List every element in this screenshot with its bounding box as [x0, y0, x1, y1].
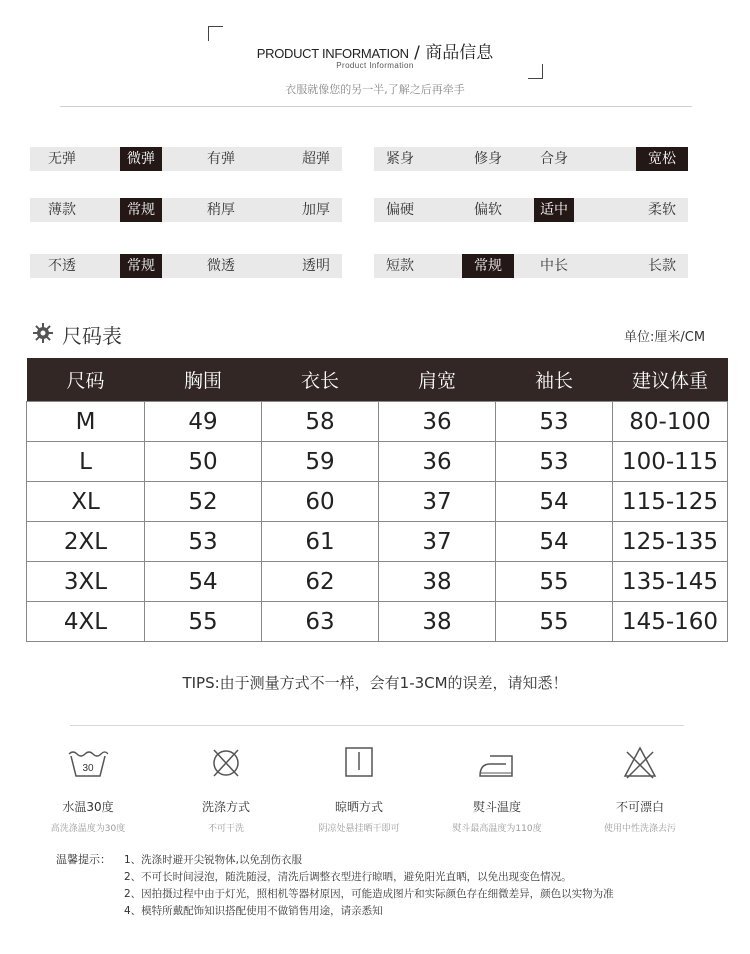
section-divider — [70, 725, 684, 726]
table-cell: 36 — [379, 402, 496, 442]
table-cell: 145-160 — [613, 602, 728, 642]
attribute-option: 加厚 — [302, 202, 330, 218]
attribute-option: 常规 — [120, 198, 162, 222]
table-cell: 61 — [262, 522, 379, 562]
column-header: 袖长 — [496, 358, 613, 402]
attribute-group-fit — [374, 147, 688, 171]
table-cell: M — [27, 402, 145, 442]
attribute-option: 常规 — [462, 254, 514, 278]
note-item: 2、不可长时间浸泡，随洗随浸，清洗后调整衣型进行晾晒，避免阳光直晒，以免出现变色情况。 — [124, 871, 572, 883]
attribute-option: 偏硬 — [386, 202, 414, 218]
care-label: 晾晒方式 — [334, 800, 383, 814]
table-cell: 3XL — [27, 562, 145, 602]
table-cell: 59 — [262, 442, 379, 482]
table-row — [27, 522, 728, 562]
attribute-option: 微弹 — [120, 147, 162, 171]
column-header: 衣长 — [262, 358, 379, 402]
table-cell: 62 — [262, 562, 379, 602]
care-sub: 使用中性洗涤去污 — [603, 824, 676, 834]
gear-icon — [33, 323, 53, 343]
care-item-iron — [422, 744, 572, 834]
page-slogan: 衣服就像您的另一半,了解之后再牵手 — [285, 83, 465, 96]
no-bleach-icon — [619, 744, 661, 782]
measurement-tips: TIPS:由于测量方式不一样，会有1-3CM的误差，请知悉！ — [182, 674, 568, 692]
attribute-group-softness — [374, 198, 688, 222]
attribute-option: 有弹 — [207, 151, 235, 167]
wash-30-icon — [67, 744, 109, 782]
table-row — [27, 482, 728, 522]
page-title — [0, 38, 750, 63]
table-header-row — [27, 358, 728, 402]
table-cell: 37 — [379, 482, 496, 522]
wash-temperature-text: 30 — [82, 763, 94, 774]
size-chart-title: 尺码表 — [62, 324, 122, 348]
table-cell: 38 — [379, 602, 496, 642]
care-label: 水温30度 — [62, 800, 114, 814]
table-cell: 50 — [145, 442, 262, 482]
table-cell: 53 — [496, 402, 613, 442]
table-cell: 54 — [145, 562, 262, 602]
header-divider — [60, 106, 692, 107]
table-cell: 60 — [262, 482, 379, 522]
attribute-option: 常规 — [120, 254, 162, 278]
attribute-option: 稍厚 — [207, 202, 235, 218]
table-cell: 55 — [496, 602, 613, 642]
no-dry-clean-icon — [205, 744, 247, 782]
care-item-wash — [13, 744, 163, 834]
attribute-option: 适中 — [534, 198, 574, 222]
column-header: 建议体重 — [613, 358, 728, 402]
line-dry-icon — [338, 744, 380, 782]
attribute-option: 长款 — [648, 258, 676, 274]
attribute-option: 紧身 — [386, 151, 414, 167]
attribute-option: 柔软 — [648, 202, 676, 218]
care-item-dry-clean — [151, 744, 301, 834]
attribute-group-length — [374, 254, 688, 278]
attribute-group-transparency — [30, 254, 342, 278]
care-label: 洗涤方式 — [201, 800, 250, 814]
table-cell: 100-115 — [613, 442, 728, 482]
table-cell: 53 — [496, 442, 613, 482]
care-sub: 不可干洗 — [207, 824, 244, 834]
table-cell: 37 — [379, 522, 496, 562]
page-title-en: PRODUCT INFORMATION — [256, 46, 409, 61]
table-cell: 55 — [496, 562, 613, 602]
table-cell: 125-135 — [613, 522, 728, 562]
care-label: 熨斗温度 — [472, 800, 521, 814]
attribute-option: 超弹 — [302, 151, 330, 167]
table-cell: L — [27, 442, 145, 482]
table-cell: 52 — [145, 482, 262, 522]
attribute-option: 合身 — [540, 151, 568, 167]
page-title-separator: / — [408, 43, 426, 63]
care-label: 不可漂白 — [615, 800, 664, 814]
note-item: 4、模特所戴配饰知识搭配使用不做销售用途，请亲悉知 — [124, 905, 383, 917]
note-item: 2、因拍摄过程中由于灯光，照相机等器材原因，可能造成图片和实际颜色存在细微差异，颜色以实物为准 — [124, 888, 614, 900]
attribute-option: 微透 — [207, 258, 235, 274]
table-cell: 54 — [496, 522, 613, 562]
table-cell: 80-100 — [613, 402, 728, 442]
column-header: 胸围 — [145, 358, 262, 402]
care-sub: 高洗涤温度为30度 — [50, 824, 126, 834]
care-item-bleach — [565, 744, 715, 834]
care-sub: 阴凉处悬挂晒干即可 — [318, 824, 400, 834]
table-cell: 4XL — [27, 602, 145, 642]
table-cell: 49 — [145, 402, 262, 442]
attribute-option: 中长 — [540, 258, 568, 274]
table-cell: 36 — [379, 442, 496, 482]
attribute-option: 透明 — [302, 258, 330, 274]
table-cell: 2XL — [27, 522, 145, 562]
table-row — [27, 442, 728, 482]
attribute-option: 宽松 — [636, 147, 688, 171]
care-sub: 熨斗最高温度为110度 — [452, 824, 542, 834]
iron-icon — [476, 744, 518, 782]
column-header: 尺码 — [27, 358, 145, 402]
table-cell: 63 — [262, 602, 379, 642]
attribute-option: 不透 — [48, 258, 76, 274]
table-row — [27, 602, 728, 642]
table-row — [27, 402, 728, 442]
page-title-cn: 商品信息 — [425, 43, 494, 63]
table-cell: 54 — [496, 482, 613, 522]
table-cell: 115-125 — [613, 482, 728, 522]
attribute-group-elasticity — [30, 147, 342, 171]
table-cell: 58 — [262, 402, 379, 442]
note-item: 1、洗涤时避开尖锐物体,以免刮伤衣服 — [124, 854, 303, 866]
size-chart-table — [26, 358, 728, 642]
table-cell: 53 — [145, 522, 262, 562]
size-chart-unit: 单位:厘米/CM — [624, 330, 706, 345]
page-subtitle: Product Information — [336, 61, 414, 70]
attribute-option: 短款 — [386, 258, 414, 274]
attribute-option: 修身 — [474, 151, 502, 167]
care-item-dry — [284, 744, 434, 834]
table-cell: 55 — [145, 602, 262, 642]
attribute-option: 偏软 — [474, 202, 502, 218]
notes-label: 温馨提示： — [56, 853, 111, 866]
table-cell: XL — [27, 482, 145, 522]
attribute-group-thickness — [30, 198, 342, 222]
attribute-option: 薄款 — [48, 202, 76, 218]
table-cell: 135-145 — [613, 562, 728, 602]
table-row — [27, 562, 728, 602]
table-cell: 38 — [379, 562, 496, 602]
column-header: 肩宽 — [379, 358, 496, 402]
attribute-option: 无弹 — [48, 151, 76, 167]
